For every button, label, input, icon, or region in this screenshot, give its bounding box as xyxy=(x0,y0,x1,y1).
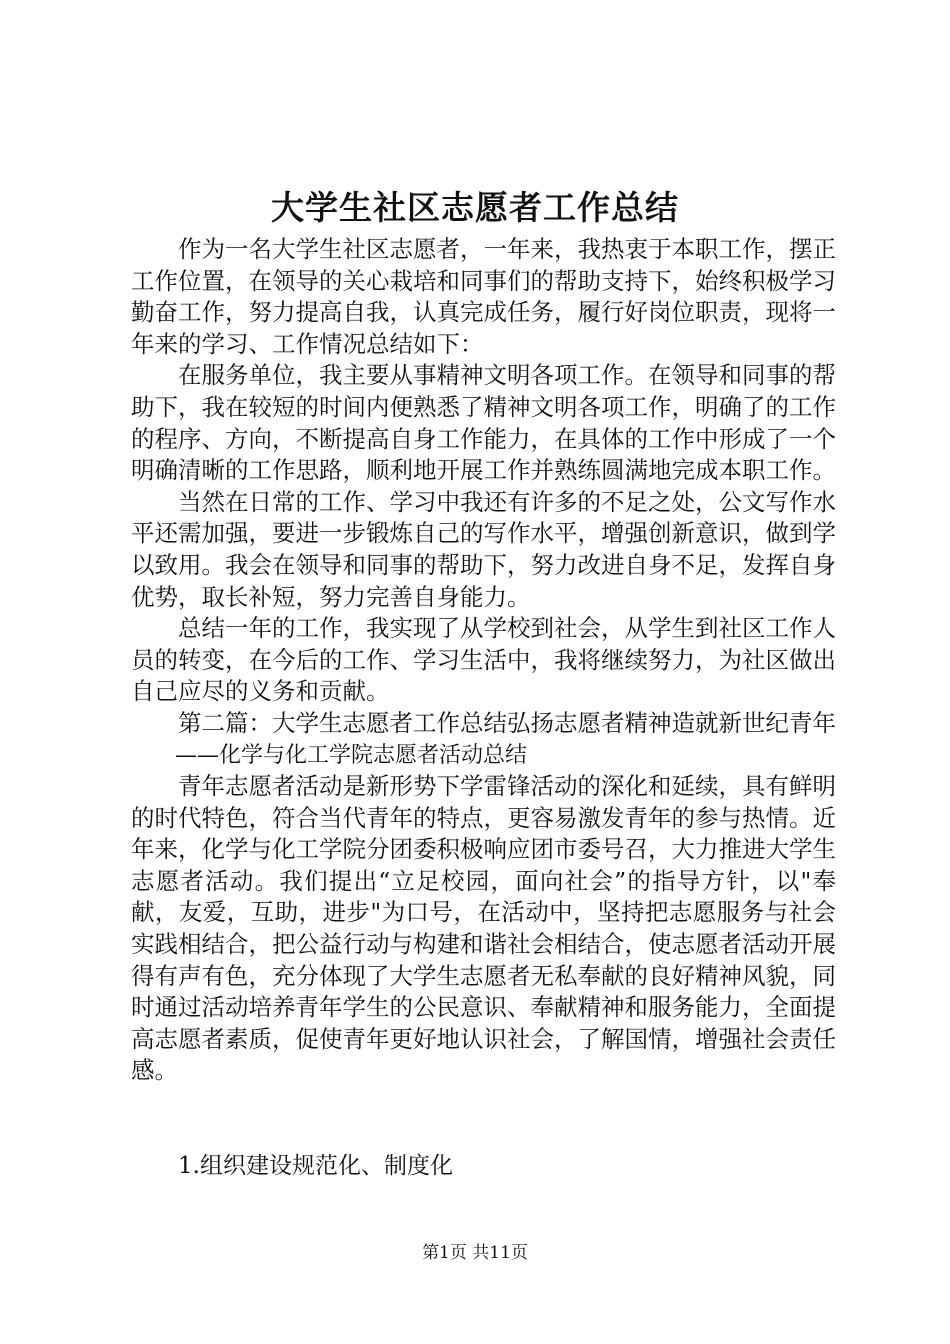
page-footer: 第1页 共11页 xyxy=(422,1243,528,1263)
document-title: 大学生社区志愿者工作总结 xyxy=(271,188,679,227)
paragraph-volunteer-activity: 青年志愿者活动是新形势下学雷锋活动的深化和延续，具有鲜明的时代特色，符合当代青年的特点，更容易激发青年的参与热情。近年来，化学与化工学院分团委积极响应团市委号召，大力推进大学生志愿者活动。我们提出“立足校园，面向社会”的指导方针，以"奉献，友爱，互助，进步"为口号，在活动中，坚持把志愿服务与社会实践相结合，把公益行动与构建和谐社会相结合，使志愿者活动开展得有声有色，充分体现了大学生志愿者无私奉献的良好精神风貌，同时通过活动培养青年学生的公民意识、奉献精神和服务能力，全面提高志愿者素质，促使青年更好地认识社会，了解国情，增强社会责任感。 xyxy=(131,772,836,1085)
document-body xyxy=(131,234,836,1087)
paragraph-service: 在服务单位，我主要从事精神文明各项工作。在领导和同事的帮助下，我在较短的时间内便熟悉了精神文明各项工作，明确了的工作的程序、方向，不断提高自身工作能力，在具体的工作中形成了一个明确清晰的工作思路，顺利地开展工作并熟练圆满地完成本职工作。 xyxy=(131,361,836,485)
section-heading: 1.组织建设规范化、制度化 xyxy=(178,1153,453,1179)
second-article-subtitle: ——化学与化工学院志愿者活动总结 xyxy=(175,742,528,768)
paragraph-intro: 作为一名大学生社区志愿者，一年来，我热衷于本职工作，摆正工作位置，在领导的关心栽培和同事们的帮助支持下，始终积极学习勤奋工作，努力提高自我，认真完成任务，履行好岗位职责，现将一年来的学习、工作情况总结如下： xyxy=(131,235,836,358)
paragraph-shortcomings: 当然在日常的工作、学习中我还有许多的不足之处，公文写作水平还需加强，要进一步锻炼自己的写作水平，增强创新意识，做到学以致用。我会在领导和同事的帮助下，努力改进自身不足，发挥自身优势，取长补短，努力完善自身能力。 xyxy=(131,487,836,611)
paragraph-summary: 总结一年的工作，我实现了从学校到社会，从学生到社区工作人员的转变，在今后的工作、学习生活中，我将继续努力，为社区做出自己应尽的义务和贡献。 xyxy=(131,614,836,706)
second-article-title: 第二篇：大学生志愿者工作总结弘扬志愿者精神造就新世纪青年 xyxy=(178,708,836,737)
